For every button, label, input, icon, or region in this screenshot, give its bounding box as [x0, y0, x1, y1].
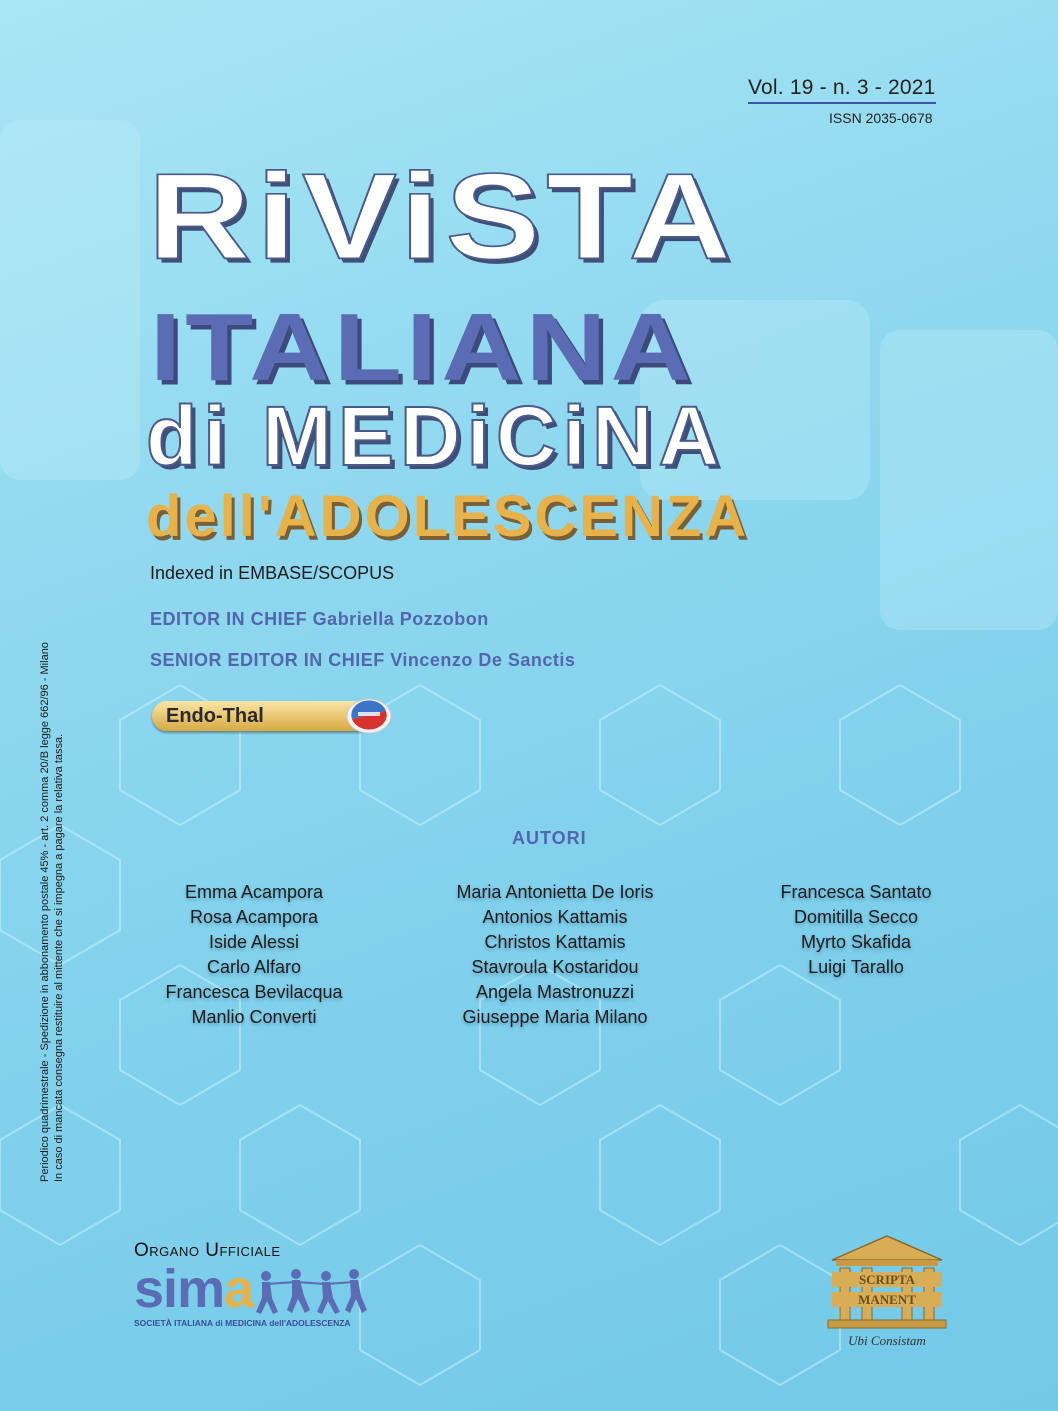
publisher-tagline: Ubi Consistam — [848, 1333, 926, 1348]
title-adolescenza: dell'ADOLESCENZA — [146, 484, 750, 549]
author-name: Francesca Bevilacqua — [165, 982, 343, 1002]
author-name: Iside Alessi — [208, 932, 300, 952]
author-name: Giuseppe Maria Milano — [462, 1007, 648, 1027]
authors-column-1 — [154, 880, 354, 1030]
editor-in-chief: EDITOR IN CHIEF Gabriella Pozzobon — [150, 609, 489, 629]
author-name: Christos Kattamis — [484, 932, 626, 952]
scripta-manent-logo — [822, 1232, 952, 1350]
author-name: Luigi Tarallo — [808, 957, 904, 977]
postal-note-line-2: In caso di mancata consegna restituire al mittente che si impegna a pagare la relativa tassa. — [53, 733, 65, 1182]
endo-thal-label: Endo-Thal — [152, 701, 374, 731]
author-name: Domitilla Secco — [793, 907, 919, 927]
endo-thal-badge — [152, 697, 400, 735]
author-name: Rosa Acampora — [189, 907, 319, 927]
title-medicina: di MEDiCiNA — [146, 389, 726, 483]
author-name: Maria Antonietta De Ioris — [456, 882, 654, 902]
author-name: Antonios Kattamis — [482, 907, 628, 927]
senior-editor-in-chief: SENIOR EDITOR IN CHIEF Vincenzo De Sanctis — [150, 650, 576, 670]
sima-logo — [134, 1259, 364, 1336]
title-rivista: RiViSTA — [148, 148, 738, 285]
issn-number: ISSN 2035-0678 — [829, 110, 933, 126]
scripta-logo-text: SCRIPTA — [858, 1272, 916, 1287]
running-children-icon — [252, 1268, 368, 1316]
postal-side-note — [38, 642, 66, 1182]
volume-issue-line: Vol. 19 - n. 3 - 2021 — [748, 76, 936, 104]
postal-note-line-1: Periodico quadrimestrale - Spedizione in abbonamento postale 45% - art. 2 comma 20/B legge 662/96 - Milano — [39, 642, 51, 1182]
author-name: Myrto Skafida — [800, 932, 912, 952]
author-name: Stavroula Kostaridou — [471, 957, 639, 977]
authors-column-3 — [758, 880, 954, 980]
author-name: Carlo Alfaro — [206, 957, 302, 977]
author-name: Emma Acampora — [184, 882, 324, 902]
title-italiana: ITALIANA — [150, 294, 696, 402]
author-name: Francesca Santato — [780, 882, 932, 902]
author-name: Manlio Converti — [191, 1007, 317, 1027]
endo-thal-logo-icon — [344, 697, 394, 735]
authors-column-2 — [440, 880, 670, 1030]
authors-heading: AUTORI — [512, 828, 587, 848]
sima-subtitle: SOCIETÀ ITALIANA di MEDICINA dell'ADOLESCENZA — [134, 1318, 351, 1328]
sima-wordmark: sima — [134, 1259, 254, 1319]
author-name: Angela Mastronuzzi — [475, 982, 635, 1002]
official-organ-label: Organo Ufficiale — [134, 1240, 281, 1261]
svg-text:MANENT: MANENT — [858, 1292, 916, 1307]
indexing-note: Indexed in EMBASE/SCOPUS — [150, 563, 395, 583]
